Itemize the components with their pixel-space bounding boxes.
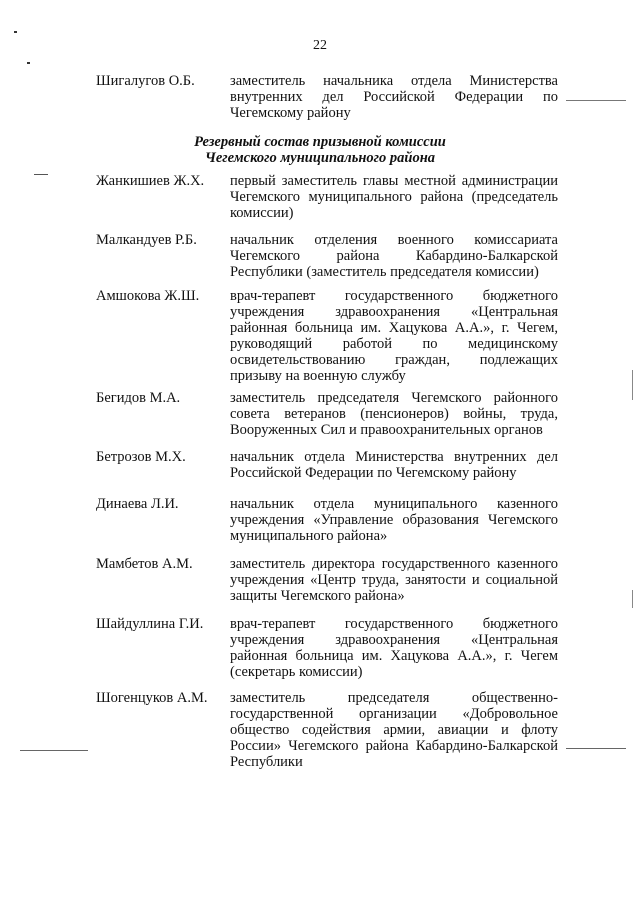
scan-artifact-line xyxy=(632,590,633,608)
member-name: Шигалугов О.Б. xyxy=(96,73,195,89)
scan-artifact-line xyxy=(566,100,626,101)
member-name: Малкандуев Р.Б. xyxy=(96,232,197,248)
section-heading-line-1: Резервный состав призывной комиссии xyxy=(194,134,446,150)
member-position: заместитель председателя Чегемского районного совета ветеранов (пенсионеров) войны, труда, Вооруженных Сил и правоохранительных органов xyxy=(230,390,558,438)
scan-artifact-line xyxy=(20,750,88,751)
member-position: заместитель директора государственного казенного учреждения «Центр труда, занятости и социальной защиты Чегемского района» xyxy=(230,556,558,604)
scan-speck xyxy=(27,62,30,64)
scan-speck xyxy=(14,31,17,33)
section-heading-line-2: Чегемского муниципального района xyxy=(205,150,435,166)
scan-artifact-line xyxy=(34,174,48,175)
member-name: Амшокова Ж.Ш. xyxy=(96,288,200,304)
member-name: Динаева Л.И. xyxy=(96,496,179,512)
member-position: заместитель председателя общественно-государственной организации «Добровольное общество содействия армии, авиации и флоту России» Чегемского района Кабардино-Балкарской Республики xyxy=(230,690,558,770)
page-number: 22 xyxy=(313,38,327,53)
member-name: Шогенцуков А.М. xyxy=(96,690,208,706)
member-name: Жанкишиев Ж.Х. xyxy=(96,173,205,189)
member-position: начальник отдела муниципального казенного учреждения «Управление образования Чегемского муниципального района» xyxy=(230,496,558,544)
member-position: заместитель начальника отдела Министерства внутренних дел Российской Федерации по Чегемскому району xyxy=(230,73,558,121)
member-name: Мамбетов А.М. xyxy=(96,556,193,572)
scan-artifact-line xyxy=(566,748,626,749)
section-heading xyxy=(0,134,640,166)
member-position: начальник отдела Министерства внутренних дел Российской Федерации по Чегемскому району xyxy=(230,449,558,481)
member-position: первый заместитель главы местной администрации Чегемского муниципального района (председатель комиссии) xyxy=(230,173,558,221)
member-name: Бетрозов М.Х. xyxy=(96,449,186,465)
scan-artifact-line xyxy=(632,370,633,400)
member-name: Бегидов М.А. xyxy=(96,390,181,406)
member-position: врач-терапевт государственного бюджетного учреждения здравоохранения «Центральная районная больница им. Хацукова А.А.», г. Чегем, руководящий работой по медицинскому освидетельствованию граждан, подлежащих призыву на военную службу xyxy=(230,288,558,384)
member-position: врач-терапевт государственного бюджетного учреждения здравоохранения «Центральная районная больница им. Хацукова А.А.», г. Чегем (секретарь комиссии) xyxy=(230,616,558,680)
member-position: начальник отделения военного комиссариата Чегемского района Кабардино-Балкарской Республики (заместитель председателя комиссии) xyxy=(230,232,558,280)
member-name: Шайдуллина Г.И. xyxy=(96,616,204,632)
